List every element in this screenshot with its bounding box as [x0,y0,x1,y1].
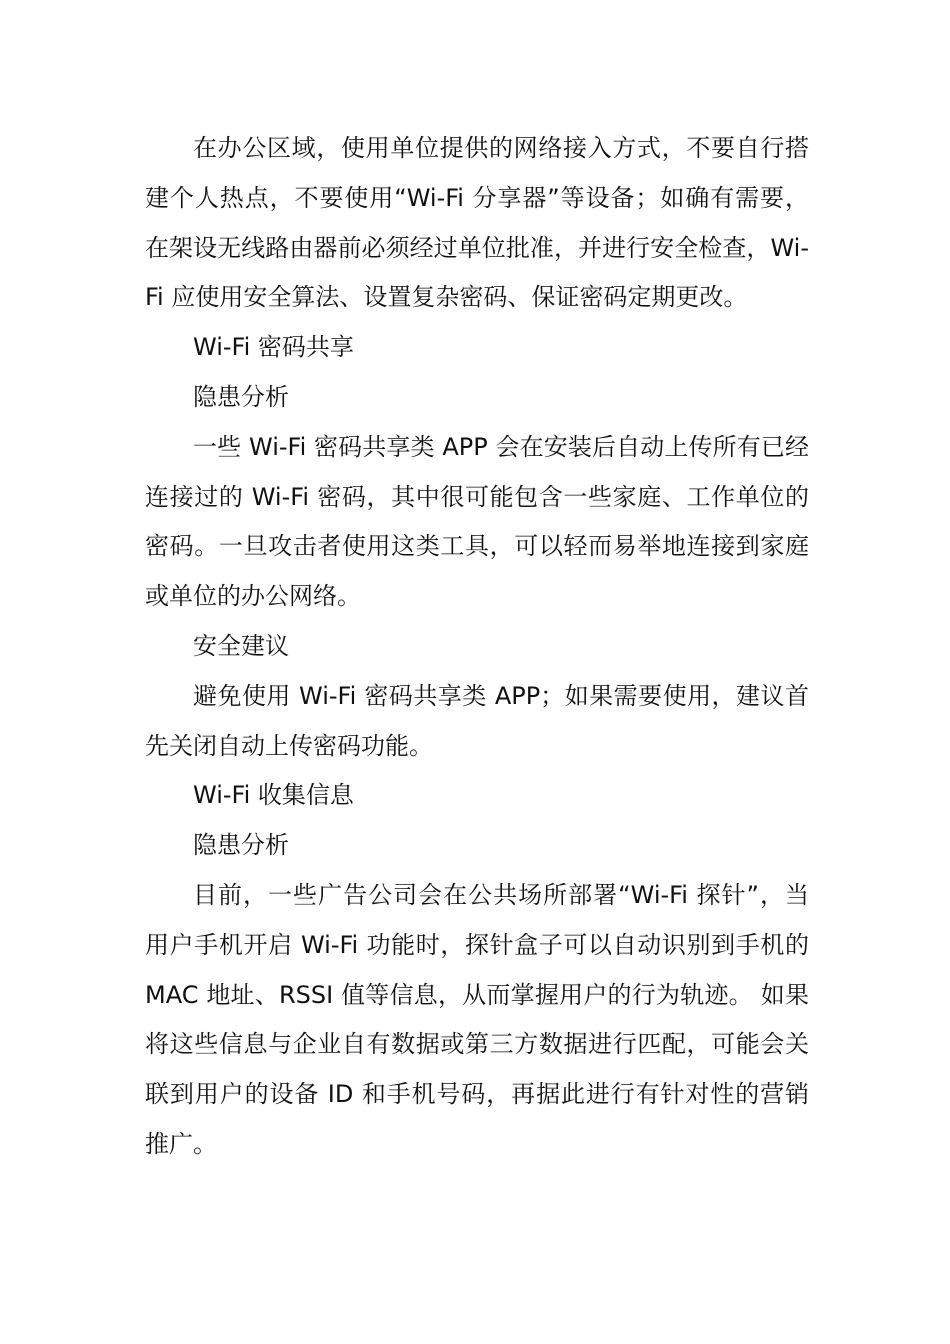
subheading-security-advice: 安全建议 [193,631,289,660]
document-body [145,124,809,1170]
paragraph-office-network: 在办公区域，使用单位提供的网络接入方式，不要自行搭建个人热点，不要使用“Wi-Fi 分享器”等设备；如确有需要，在架设无线路由器前必须经过单位批准，并进行安全检查，Wi-Fi 应使用安全算法、设置复杂密码、保证密码定期更改。 [145,134,809,312]
paragraph-wifi-probe-risk: 目前，一些广告公司会在公共场所部署“Wi-Fi 探针”，当用户手机开启 Wi-Fi 功能时，探针盒子可以自动识别到手机的 MAC 地址、RSSI 值等信息，从而掌握用户的行为轨迹。 如果将这些信息与企业自有数据或第三方数据进行匹配，可能会关联到用户的设备 ID 和手机号码，再据此进行有针对性的营销推广。 [145,880,809,1158]
heading-wifi-info-collection: Wi-Fi 收集信息 [193,781,354,810]
subheading-risk-analysis: 隐患分析 [193,831,289,860]
paragraph-password-sharing-risk: 一些 Wi-Fi 密码共享类 APP 会在安装后自动上传所有已经连接过的 Wi-Fi 密码，其中很可能包含一些家庭、工作单位的密码。一旦攻击者使用这类工具，可以轻而易举地连接到家庭或单位的办公网络。 [145,432,809,611]
heading-wifi-password-sharing: Wi-Fi 密码共享 [193,333,354,362]
paragraph-password-sharing-advice: 避免使用 Wi-Fi 密码共享类 APP；如果需要使用，建议首先关闭自动上传密码功能。 [145,681,809,760]
subheading-risk-analysis: 隐患分析 [193,382,289,411]
